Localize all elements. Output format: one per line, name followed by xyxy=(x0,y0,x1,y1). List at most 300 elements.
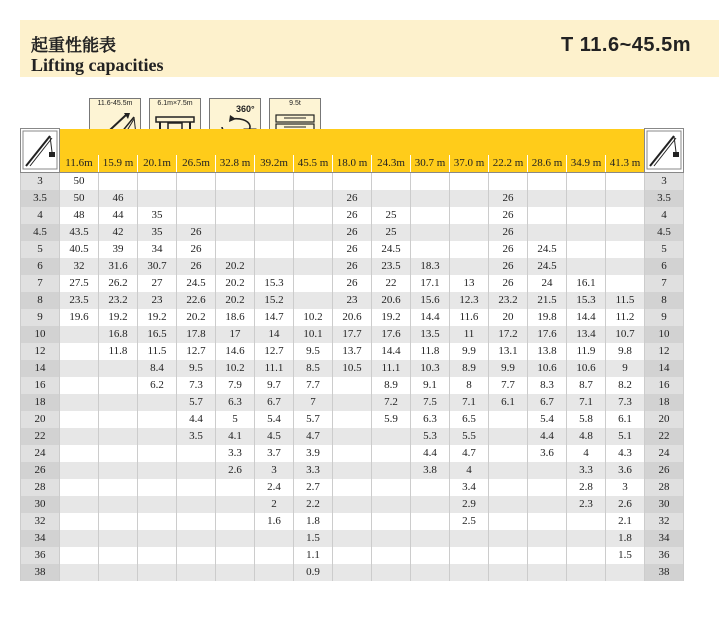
column-header-boom-length: 26.5m xyxy=(177,155,216,173)
capacity-cell: 9.7 xyxy=(255,377,294,394)
capacity-cell: 13.5 xyxy=(411,326,450,343)
capacity-cell: 14.7 xyxy=(255,309,294,326)
capacity-cell xyxy=(450,258,489,275)
capacity-cell: 26 xyxy=(177,241,216,258)
radius-cell-left: 36 xyxy=(21,547,60,564)
capacity-cell: 11.2 xyxy=(606,309,645,326)
capacity-cell: 3.8 xyxy=(411,462,450,479)
capacity-cell: 14.4 xyxy=(372,343,411,360)
capacity-cell xyxy=(411,479,450,496)
capacity-cell: 2 xyxy=(255,496,294,513)
capacity-cell: 26 xyxy=(489,207,528,224)
capacity-cell xyxy=(489,564,528,581)
capacity-cell: 25 xyxy=(372,207,411,224)
capacity-cell xyxy=(528,190,567,207)
capacity-cell: 6.7 xyxy=(528,394,567,411)
capacity-cell: 4.4 xyxy=(528,428,567,445)
capacity-cell: 23.2 xyxy=(99,292,138,309)
capacity-cell: 5 xyxy=(216,411,255,428)
capacity-cell: 20.2 xyxy=(177,309,216,326)
radius-cell-right: 34 xyxy=(645,530,684,547)
capacity-cell xyxy=(450,241,489,258)
capacity-cell xyxy=(411,530,450,547)
header-spacer xyxy=(138,129,177,155)
capacity-cell xyxy=(255,241,294,258)
capacity-cell: 26 xyxy=(333,275,372,292)
radius-cell-left: 3.5 xyxy=(21,190,60,207)
capacity-cell xyxy=(60,547,99,564)
capacity-cell: 8.9 xyxy=(372,377,411,394)
capacity-cell: 9.1 xyxy=(411,377,450,394)
column-header-boom-length: 24.3m xyxy=(372,155,411,173)
table-row xyxy=(21,411,684,428)
lifting-capacity-table-wrap xyxy=(20,128,684,581)
radius-cell-left: 38 xyxy=(21,564,60,581)
capacity-cell: 27.5 xyxy=(60,275,99,292)
capacity-cell xyxy=(60,496,99,513)
capacity-cell xyxy=(177,513,216,530)
capacity-cell: 2.7 xyxy=(294,479,333,496)
lifting-capacity-table xyxy=(20,128,684,581)
capacity-cell: 8.5 xyxy=(294,360,333,377)
counterweight-label: 9.5t xyxy=(289,100,301,107)
capacity-cell: 24.5 xyxy=(177,275,216,292)
capacity-cell: 13.7 xyxy=(333,343,372,360)
capacity-cell xyxy=(60,360,99,377)
capacity-cell xyxy=(489,445,528,462)
corner-left xyxy=(21,129,60,173)
capacity-cell: 26 xyxy=(333,207,372,224)
capacity-cell xyxy=(372,547,411,564)
capacity-cell: 17.1 xyxy=(411,275,450,292)
header-row-boom xyxy=(21,155,684,173)
header-spacer xyxy=(216,129,255,155)
capacity-cell xyxy=(255,224,294,241)
radius-cell-right: 16 xyxy=(645,377,684,394)
capacity-cell xyxy=(411,190,450,207)
capacity-cell: 19.2 xyxy=(99,309,138,326)
capacity-cell xyxy=(606,275,645,292)
table-row xyxy=(21,445,684,462)
column-header-boom-length: 34.9 m xyxy=(567,155,606,173)
table-row xyxy=(21,462,684,479)
capacity-cell xyxy=(255,207,294,224)
capacity-cell xyxy=(333,530,372,547)
capacity-cell: 1.8 xyxy=(606,530,645,547)
capacity-cell xyxy=(99,394,138,411)
table-row xyxy=(21,377,684,394)
radius-cell-left: 4 xyxy=(21,207,60,224)
capacity-cell xyxy=(567,258,606,275)
radius-cell-right: 4.5 xyxy=(645,224,684,241)
radius-cell-left: 34 xyxy=(21,530,60,547)
capacity-cell: 2.6 xyxy=(606,496,645,513)
capacity-cell xyxy=(99,172,138,190)
capacity-cell: 1.5 xyxy=(606,547,645,564)
capacity-cell xyxy=(99,513,138,530)
radius-cell-left: 7 xyxy=(21,275,60,292)
capacity-cell: 3.3 xyxy=(294,462,333,479)
capacity-cell: 3.4 xyxy=(450,479,489,496)
column-header-boom-length: 22.2 m xyxy=(489,155,528,173)
corner-right xyxy=(645,129,684,173)
capacity-cell: 11.8 xyxy=(99,343,138,360)
capacity-cell: 3.5 xyxy=(177,428,216,445)
capacity-cell xyxy=(372,530,411,547)
capacity-cell: 26 xyxy=(489,224,528,241)
capacity-cell: 4.4 xyxy=(411,445,450,462)
capacity-cell xyxy=(60,564,99,581)
capacity-cell xyxy=(567,513,606,530)
header-spacer xyxy=(294,129,333,155)
capacity-cell: 2.4 xyxy=(255,479,294,496)
capacity-cell: 4 xyxy=(450,462,489,479)
table-row xyxy=(21,479,684,496)
capacity-cell: 9.5 xyxy=(177,360,216,377)
capacity-cell: 5.4 xyxy=(255,411,294,428)
radius-cell-right: 7 xyxy=(645,275,684,292)
capacity-cell xyxy=(60,479,99,496)
capacity-cell xyxy=(138,496,177,513)
capacity-cell: 14.4 xyxy=(567,309,606,326)
capacity-cell: 26 xyxy=(333,190,372,207)
header-spacer xyxy=(567,129,606,155)
capacity-cell xyxy=(450,530,489,547)
capacity-cell xyxy=(528,547,567,564)
radius-cell-right: 5 xyxy=(645,241,684,258)
capacity-cell xyxy=(606,190,645,207)
capacity-cell xyxy=(138,428,177,445)
capacity-cell xyxy=(489,513,528,530)
capacity-cell xyxy=(138,445,177,462)
capacity-cell: 26 xyxy=(333,241,372,258)
capacity-cell xyxy=(294,172,333,190)
capacity-cell xyxy=(528,207,567,224)
capacity-cell xyxy=(138,479,177,496)
capacity-cell: 9.9 xyxy=(450,343,489,360)
capacity-cell: 7.5 xyxy=(411,394,450,411)
capacity-cell: 14.6 xyxy=(216,343,255,360)
capacity-cell xyxy=(177,190,216,207)
capacity-cell: 2.1 xyxy=(606,513,645,530)
radius-cell-left: 9 xyxy=(21,309,60,326)
outrigger-label: 6.1m×7.5m xyxy=(157,100,193,107)
capacity-cell: 46 xyxy=(99,190,138,207)
capacity-cell: 48 xyxy=(60,207,99,224)
radius-cell-right: 18 xyxy=(645,394,684,411)
radius-cell-left: 20 xyxy=(21,411,60,428)
capacity-cell: 4.7 xyxy=(450,445,489,462)
capacity-cell xyxy=(99,530,138,547)
capacity-cell: 50 xyxy=(60,172,99,190)
capacity-cell xyxy=(177,547,216,564)
header-spacer xyxy=(528,129,567,155)
capacity-cell xyxy=(99,428,138,445)
page-title-en: Lifting capacities xyxy=(31,55,164,75)
capacity-cell xyxy=(255,547,294,564)
radius-cell-left: 26 xyxy=(21,462,60,479)
capacity-cell: 19.2 xyxy=(372,309,411,326)
capacity-cell xyxy=(372,172,411,190)
capacity-cell: 17 xyxy=(216,326,255,343)
capacity-cell: 22 xyxy=(372,275,411,292)
capacity-cell: 10.2 xyxy=(294,309,333,326)
capacity-cell: 4.8 xyxy=(567,428,606,445)
capacity-cell xyxy=(60,428,99,445)
table-row xyxy=(21,394,684,411)
capacity-cell: 13.4 xyxy=(567,326,606,343)
capacity-cell xyxy=(216,241,255,258)
header-spacer xyxy=(489,129,528,155)
capacity-cell xyxy=(177,564,216,581)
capacity-cell: 4.7 xyxy=(294,428,333,445)
capacity-cell: 6.3 xyxy=(216,394,255,411)
capacity-cell: 26 xyxy=(489,241,528,258)
capacity-cell: 5.7 xyxy=(294,411,333,428)
capacity-cell: 50 xyxy=(60,190,99,207)
capacity-cell xyxy=(333,377,372,394)
column-header-boom-length: 11.6m xyxy=(60,155,99,173)
capacity-cell: 26 xyxy=(177,224,216,241)
capacity-cell xyxy=(60,411,99,428)
radius-cell-right: 32 xyxy=(645,513,684,530)
capacity-cell: 12.7 xyxy=(255,343,294,360)
capacity-cell: 20 xyxy=(489,309,528,326)
capacity-cell xyxy=(99,360,138,377)
capacity-cell xyxy=(489,411,528,428)
capacity-cell xyxy=(60,445,99,462)
capacity-cell xyxy=(450,190,489,207)
capacity-cell: 10.1 xyxy=(294,326,333,343)
capacity-cell: 7.1 xyxy=(450,394,489,411)
capacity-cell: 1.8 xyxy=(294,513,333,530)
capacity-cell xyxy=(294,292,333,309)
capacity-cell xyxy=(216,496,255,513)
capacity-cell: 10.7 xyxy=(606,326,645,343)
radius-cell-left: 4.5 xyxy=(21,224,60,241)
capacity-cell: 13.1 xyxy=(489,343,528,360)
table-row xyxy=(21,360,684,377)
capacity-cell: 26 xyxy=(333,224,372,241)
capacity-cell xyxy=(450,564,489,581)
capacity-cell: 20.2 xyxy=(216,258,255,275)
capacity-cell xyxy=(489,530,528,547)
capacity-cell: 17.8 xyxy=(177,326,216,343)
capacity-cell: 26 xyxy=(489,275,528,292)
capacity-cell: 11.6 xyxy=(450,309,489,326)
capacity-cell: 31.6 xyxy=(99,258,138,275)
capacity-cell: 15.3 xyxy=(567,292,606,309)
capacity-cell xyxy=(567,190,606,207)
capacity-cell: 19.6 xyxy=(60,309,99,326)
capacity-cell: 15.2 xyxy=(255,292,294,309)
capacity-cell xyxy=(372,479,411,496)
capacity-cell xyxy=(216,172,255,190)
header-spacer xyxy=(606,129,645,155)
radius-cell-left: 22 xyxy=(21,428,60,445)
table-row xyxy=(21,309,684,326)
capacity-cell xyxy=(60,530,99,547)
column-header-boom-length: 32.8 m xyxy=(216,155,255,173)
capacity-cell: 40.5 xyxy=(60,241,99,258)
capacity-cell xyxy=(489,479,528,496)
capacity-cell xyxy=(372,445,411,462)
capacity-cell: 10.5 xyxy=(333,360,372,377)
capacity-cell: 1.6 xyxy=(255,513,294,530)
column-header-boom-length: 15.9 m xyxy=(99,155,138,173)
capacity-cell: 9.5 xyxy=(294,343,333,360)
capacity-cell: 10.3 xyxy=(411,360,450,377)
capacity-cell xyxy=(216,513,255,530)
capacity-cell xyxy=(138,547,177,564)
capacity-cell: 9 xyxy=(606,360,645,377)
radius-cell-right: 20 xyxy=(645,411,684,428)
capacity-cell xyxy=(294,224,333,241)
capacity-cell: 7 xyxy=(294,394,333,411)
capacity-cell: 4.4 xyxy=(177,411,216,428)
table-row xyxy=(21,207,684,224)
capacity-cell: 2.5 xyxy=(450,513,489,530)
capacity-cell: 21.5 xyxy=(528,292,567,309)
capacity-cell: 2.9 xyxy=(450,496,489,513)
capacity-cell: 3.6 xyxy=(528,445,567,462)
capacity-cell: 2.6 xyxy=(216,462,255,479)
column-header-boom-length: 18.0 m xyxy=(333,155,372,173)
capacity-cell xyxy=(177,445,216,462)
radius-cell-left: 12 xyxy=(21,343,60,360)
capacity-cell xyxy=(99,564,138,581)
capacity-cell: 16.5 xyxy=(138,326,177,343)
capacity-cell: 19.8 xyxy=(528,309,567,326)
header-row-top xyxy=(21,129,684,155)
capacity-cell xyxy=(60,326,99,343)
capacity-cell xyxy=(138,564,177,581)
capacity-cell: 8.3 xyxy=(528,377,567,394)
capacity-cell xyxy=(333,462,372,479)
capacity-cell xyxy=(294,207,333,224)
capacity-cell xyxy=(528,513,567,530)
capacity-cell xyxy=(567,224,606,241)
capacity-cell: 7.3 xyxy=(606,394,645,411)
boom-length-label: 11.6-45.5m xyxy=(97,100,133,107)
capacity-cell xyxy=(372,428,411,445)
column-header-boom-length: 45.5 m xyxy=(294,155,333,173)
capacity-cell xyxy=(411,496,450,513)
capacity-cell xyxy=(216,564,255,581)
table-row xyxy=(21,224,684,241)
capacity-cell: 44 xyxy=(99,207,138,224)
capacity-cell xyxy=(138,172,177,190)
capacity-cell xyxy=(372,462,411,479)
capacity-cell xyxy=(60,343,99,360)
capacity-cell xyxy=(294,258,333,275)
column-header-boom-length: 28.6 m xyxy=(528,155,567,173)
capacity-cell: 5.4 xyxy=(528,411,567,428)
capacity-cell: 23 xyxy=(333,292,372,309)
radius-cell-left: 30 xyxy=(21,496,60,513)
capacity-cell: 15.3 xyxy=(255,275,294,292)
radius-cell-right: 3 xyxy=(645,172,684,190)
capacity-cell: 39 xyxy=(99,241,138,258)
capacity-cell xyxy=(216,207,255,224)
capacity-cell: 8.4 xyxy=(138,360,177,377)
capacity-cell: 6.7 xyxy=(255,394,294,411)
capacity-cell xyxy=(450,547,489,564)
capacity-cell: 26.2 xyxy=(99,275,138,292)
capacity-cell xyxy=(606,224,645,241)
capacity-cell xyxy=(411,547,450,564)
capacity-cell xyxy=(99,547,138,564)
column-header-boom-length: 20.1m xyxy=(138,155,177,173)
capacity-cell: 23.5 xyxy=(372,258,411,275)
capacity-cell xyxy=(99,496,138,513)
capacity-cell: 4.3 xyxy=(606,445,645,462)
radius-cell-left: 5 xyxy=(21,241,60,258)
capacity-cell: 19.2 xyxy=(138,309,177,326)
radius-cell-right: 6 xyxy=(645,258,684,275)
capacity-cell xyxy=(567,172,606,190)
radius-cell-left: 24 xyxy=(21,445,60,462)
capacity-cell: 11 xyxy=(450,326,489,343)
capacity-cell: 7.7 xyxy=(489,377,528,394)
table-row xyxy=(21,326,684,343)
capacity-cell: 20.6 xyxy=(333,309,372,326)
capacity-cell xyxy=(177,207,216,224)
capacity-cell: 8 xyxy=(450,377,489,394)
radius-cell-right: 8 xyxy=(645,292,684,309)
capacity-cell xyxy=(333,564,372,581)
capacity-cell xyxy=(411,241,450,258)
capacity-cell xyxy=(60,394,99,411)
header-spacer xyxy=(450,129,489,155)
capacity-cell: 16.8 xyxy=(99,326,138,343)
capacity-cell: 11.9 xyxy=(567,343,606,360)
radius-cell-left: 14 xyxy=(21,360,60,377)
column-header-boom-length: 30.7 m xyxy=(411,155,450,173)
capacity-cell: 16.1 xyxy=(567,275,606,292)
capacity-cell xyxy=(333,445,372,462)
radius-cell-right: 3.5 xyxy=(645,190,684,207)
model-range: T 11.6~45.5m xyxy=(561,34,691,56)
capacity-cell: 7.2 xyxy=(372,394,411,411)
capacity-cell: 3 xyxy=(255,462,294,479)
capacity-cell xyxy=(138,411,177,428)
capacity-cell xyxy=(333,547,372,564)
capacity-cell: 12.7 xyxy=(177,343,216,360)
header-spacer xyxy=(177,129,216,155)
radius-cell-left: 18 xyxy=(21,394,60,411)
capacity-cell xyxy=(177,479,216,496)
capacity-cell xyxy=(411,207,450,224)
crane-icon xyxy=(646,130,682,170)
capacity-cell xyxy=(606,172,645,190)
radius-cell-left: 32 xyxy=(21,513,60,530)
capacity-cell xyxy=(528,479,567,496)
capacity-cell: 3.6 xyxy=(606,462,645,479)
capacity-cell xyxy=(411,172,450,190)
capacity-cell: 43.5 xyxy=(60,224,99,241)
capacity-cell: 2.3 xyxy=(567,496,606,513)
capacity-cell xyxy=(177,496,216,513)
capacity-cell: 5.9 xyxy=(372,411,411,428)
capacity-cell xyxy=(606,564,645,581)
capacity-cell: 17.6 xyxy=(372,326,411,343)
capacity-cell xyxy=(372,190,411,207)
capacity-cell: 1.1 xyxy=(294,547,333,564)
capacity-cell: 3.9 xyxy=(294,445,333,462)
capacity-cell xyxy=(372,564,411,581)
capacity-cell xyxy=(138,394,177,411)
